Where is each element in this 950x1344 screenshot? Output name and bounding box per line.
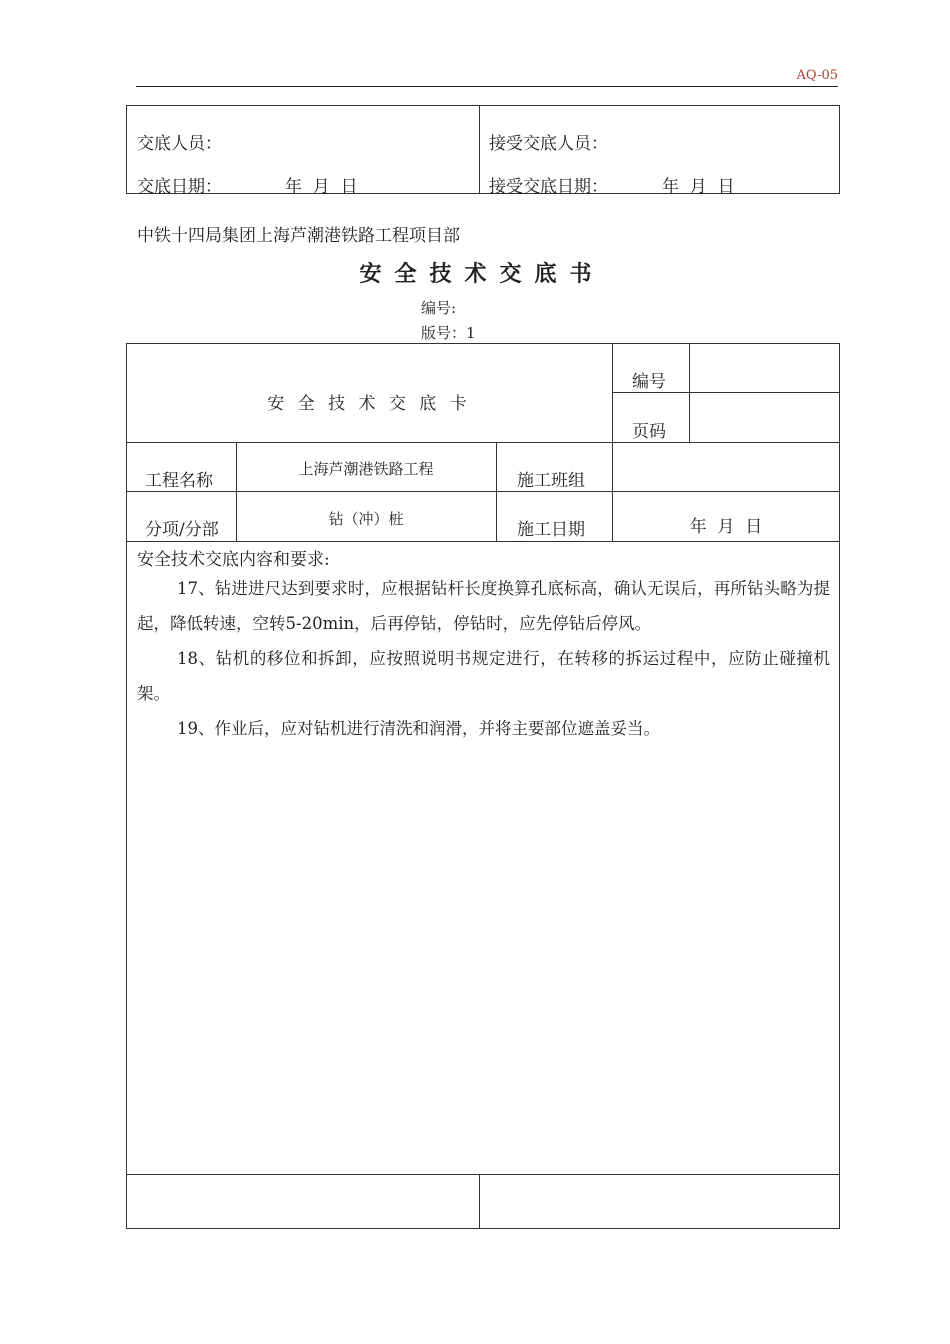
card-row-line [612,392,840,393]
subitem-label: 分项/分部 [145,520,219,540]
receiver-date-value: 年 月 日 [662,177,735,197]
card-row-line [126,541,840,542]
subitem-value: 钻（冲）桩 [328,510,404,528]
card-page-label: 页码 [632,422,666,442]
construction-date-value: 年 月 日 [689,517,763,537]
receiver-person-label: 接受交底人员： [489,134,608,154]
card-row-line [126,1174,840,1175]
construction-date-label: 施工日期 [517,520,585,540]
version-label: 版号：1 [421,324,476,342]
content-item-17: 17、钻进进尺达到要求时，应根据钻杆长度换算孔底标高，确认无误后，再所钻头略为提起，降低转速，空转5-20min，后再停钻，停钻时，应先停钻后停风。 [137,579,830,633]
organization-name: 中铁十四局集团上海芦潮港铁路工程项目部 [137,226,460,246]
content-item-19: 19、作业后，应对钻机进行清洗和润滑，并将主要部位遮盖妥当。 [177,719,660,738]
header-rule [136,86,838,87]
document-number-label: 编号: [421,299,457,317]
handover-person-label: 交底人员： [137,134,222,154]
card-number-label: 编号 [632,372,666,392]
card-row-line [126,491,840,492]
content-heading: 安全技术交底内容和要求: [137,550,330,570]
receiver-date-label: 接受交底日期： [489,177,608,197]
handover-date-value: 年 月 日 [285,177,358,197]
doc-code: AQ-05 [796,68,838,83]
card-col-line [479,1174,480,1229]
card-title: 安 全 技 术 交 底 卡 [267,394,471,414]
project-name-label: 工程名称 [145,471,213,491]
project-name-value: 上海芦潮港铁路工程 [298,460,434,478]
card-col-line [689,343,690,442]
sign-table-divider [479,105,480,194]
team-label: 施工班组 [517,471,585,491]
document-title: 安全技术交底书 [359,261,605,287]
content-body [137,571,830,746]
content-item-18: 18、钻机的移位和拆卸，应按照说明书规定进行，在转移的拆运过程中，应防止碰撞机架。 [137,649,830,703]
card-row-line [126,442,840,443]
card-col-line [612,343,613,442]
card-col-line [496,442,497,541]
handover-date-label: 交底日期： [137,177,222,197]
